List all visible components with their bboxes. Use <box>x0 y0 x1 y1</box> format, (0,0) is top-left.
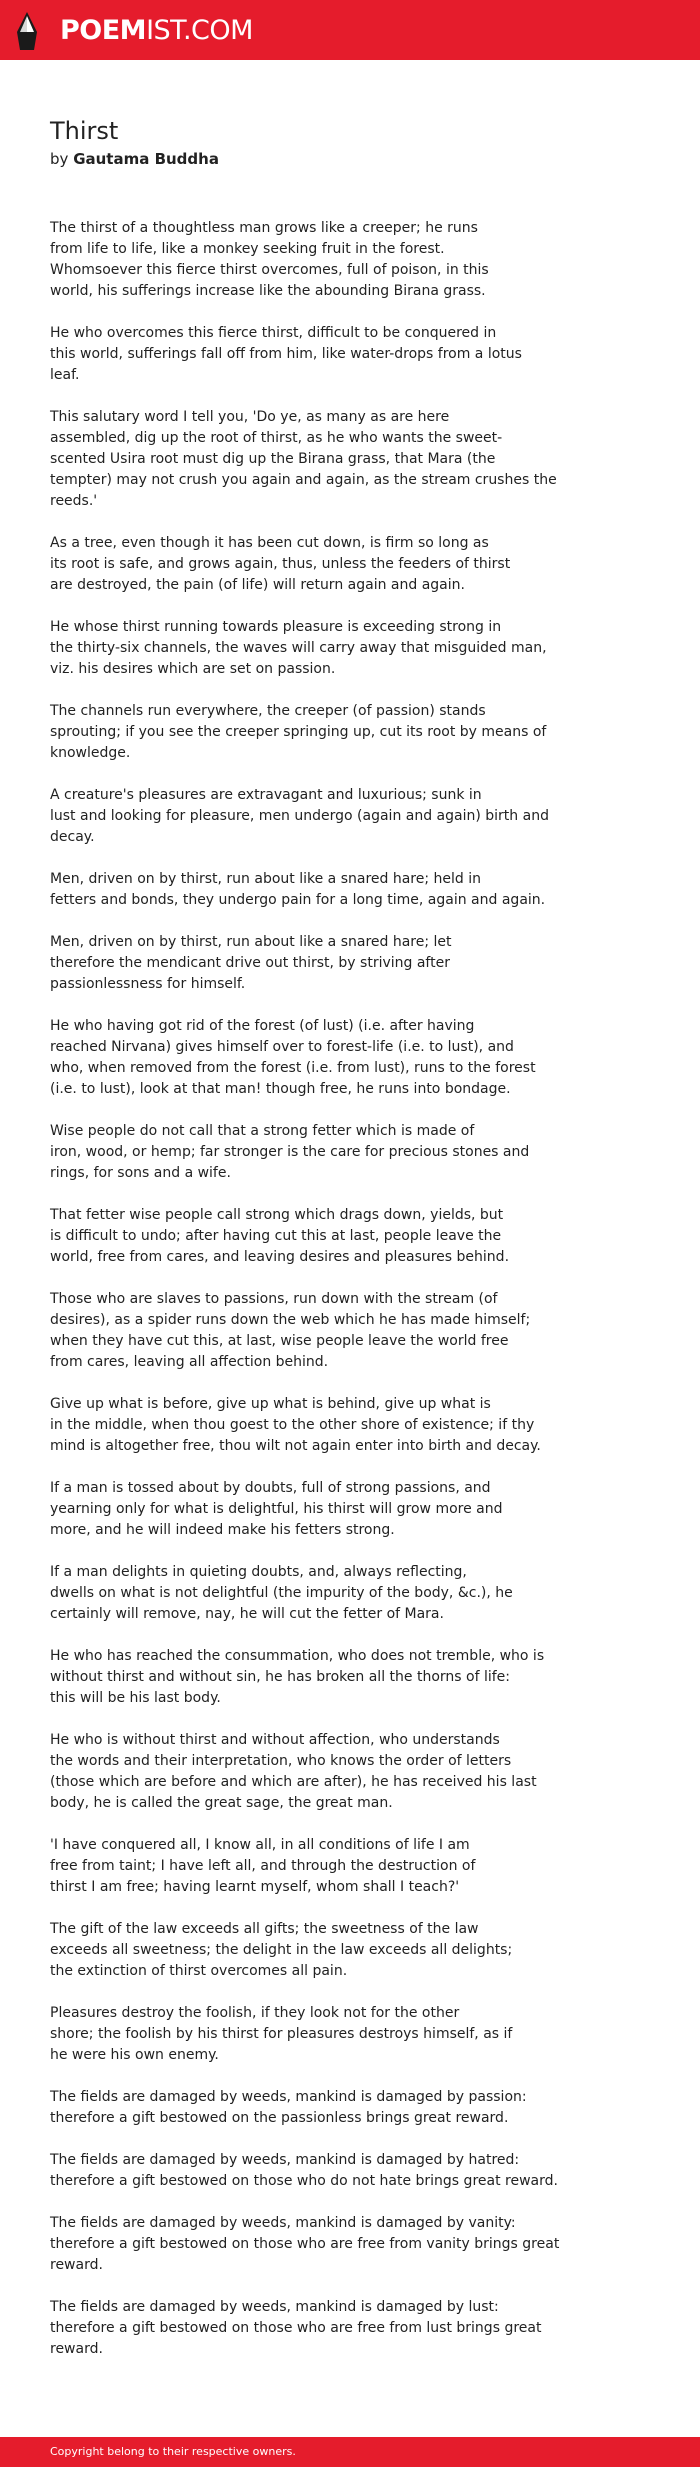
poem-line: A creature's pleasures are extravagant and luxurious; sunk in <box>50 787 482 803</box>
poem-stanza <box>50 932 650 995</box>
poem-line: The fields are damaged by weeds, mankind is damaged by passion: <box>50 2089 527 2105</box>
poem-line: sprouting; if you see the creeper springing up, cut its root by means of <box>50 724 547 740</box>
poem-line: If a man is tossed about by doubts, full of strong passions, and <box>50 1480 491 1496</box>
poem-line: who, when removed from the forest (i.e. from lust), runs to the forest <box>50 1060 536 1076</box>
poem-stanza <box>50 407 650 512</box>
poem-line: The fields are damaged by weeds, mankind is damaged by hatred: <box>50 2152 520 2168</box>
poem-line: He who having got rid of the forest (of lust) (i.e. after having <box>50 1018 475 1034</box>
poem-stanza <box>50 533 650 596</box>
poem-stanza <box>50 785 650 848</box>
poem-line: Whomsoever this fierce thirst overcomes, full of poison, in this <box>50 262 489 278</box>
poem-line: yearning only for what is delightful, his thirst will grow more and <box>50 1501 503 1517</box>
poem-line: knowledge. <box>50 745 131 761</box>
poem-stanza <box>50 1121 650 1184</box>
logo-light-text: IST.COM <box>146 15 253 46</box>
poem-line: (those which are before and which are after), he has received his last <box>50 1774 537 1790</box>
poem-line: without thirst and without sin, he has broken all the thorns of life: <box>50 1669 510 1685</box>
poem-line: tempter) may not crush you again and again, as the stream crushes the <box>50 472 557 488</box>
poem-stanza <box>50 1562 650 1625</box>
poem-line: from cares, leaving all affection behind. <box>50 1354 329 1370</box>
poem-stanza <box>50 1289 650 1373</box>
poem-line: Give up what is before, give up what is behind, give up what is <box>50 1396 491 1412</box>
poem-line: its root is safe, and grows again, thus, unless the feeders of thirst <box>50 556 511 572</box>
poem-line: exceeds all sweetness; the delight in the law exceeds all delights; <box>50 1942 513 1958</box>
poem-line: rings, for sons and a wife. <box>50 1165 231 1181</box>
poem-stanza <box>50 701 650 764</box>
poem-stanza <box>50 2150 650 2192</box>
poem-stanza <box>50 1919 650 1982</box>
poem-line: from life to life, like a monkey seeking fruit in the forest. <box>50 241 445 257</box>
poem-line: therefore a gift bestowed on those who are free from vanity brings great <box>50 2236 560 2252</box>
poem-line: lust and looking for pleasure, men undergo (again and again) birth and <box>50 808 549 824</box>
poem-line: reeds.' <box>50 493 98 509</box>
poem-line: The gift of the law exceeds all gifts; the sweetness of the law <box>50 1921 479 1937</box>
poem-line: dwells on what is not delightful (the impurity of the body, &c.), he <box>50 1585 513 1601</box>
poem-line: is difficult to undo; after having cut this at last, people leave the <box>50 1228 502 1244</box>
poem-line: He who is without thirst and without affection, who understands <box>50 1732 500 1748</box>
author-name[interactable]: Gautama Buddha <box>73 150 219 168</box>
poem-line: certainly will remove, nay, he will cut the fetter of Mara. <box>50 1606 444 1622</box>
poem-line: If a man delights in quieting doubts, and, always reflecting, <box>50 1564 467 1580</box>
poem-stanza <box>50 2213 650 2276</box>
poem-line: assembled, dig up the root of thirst, as he who wants the sweet- <box>50 430 503 446</box>
poem-line: Pleasures destroy the foolish, if they look not for the other <box>50 2005 460 2021</box>
poem-stanza <box>50 218 650 302</box>
poem-line: reward. <box>50 2257 103 2273</box>
poem-line: shore; the foolish by his thirst for pleasures destroys himself, as if <box>50 2026 513 2042</box>
poem-line: in the middle, when thou goest to the other shore of existence; if thy <box>50 1417 535 1433</box>
poem-line: leaf. <box>50 367 80 383</box>
logo-bold-text: POEM <box>60 15 147 46</box>
poem-line: Wise people do not call that a strong fetter which is made of <box>50 1123 475 1139</box>
copyright-notice: Copyright belong to their respective owners. <box>50 2445 296 2458</box>
poem-line: when they have cut this, at last, wise people leave the world free <box>50 1333 509 1349</box>
poem-line: reward. <box>50 2341 103 2357</box>
poem-line: decay. <box>50 829 95 845</box>
poem-line: this world, sufferings fall off from him, like water-drops from a lotus <box>50 346 522 362</box>
by-label: by <box>50 150 69 168</box>
poem-line: therefore a gift bestowed on those who do not hate brings great reward. <box>50 2173 558 2189</box>
poem-line: scented Usira root must dig up the Birana grass, that Mara (the <box>50 451 496 467</box>
poem-stanza <box>50 617 650 680</box>
poem-line: The fields are damaged by weeds, mankind is damaged by lust: <box>50 2299 499 2315</box>
site-logo[interactable] <box>60 14 253 47</box>
poem-line: the words and their interpretation, who knows the order of letters <box>50 1753 512 1769</box>
poem-line: he were his own enemy. <box>50 2047 219 2063</box>
poem-line: therefore the mendicant drive out thirst, by striving after <box>50 955 450 971</box>
poem-line: passionlessness for himself. <box>50 976 246 992</box>
poem-line: body, he is called the great sage, the great man. <box>50 1795 393 1811</box>
poem-stanza <box>50 869 650 911</box>
poem-stanza <box>50 1730 650 1814</box>
poem-line: therefore a gift bestowed on those who are free from lust brings great <box>50 2320 542 2336</box>
poem-line: the thirty-six channels, the waves will carry away that misguided man, <box>50 640 547 656</box>
poem-line: reached Nirvana) gives himself over to forest-life (i.e. to lust), and <box>50 1039 514 1055</box>
poem-line: Those who are slaves to passions, run down with the stream (of <box>50 1291 498 1307</box>
poem-line: As a tree, even though it has been cut down, is firm so long as <box>50 535 489 551</box>
poem-line: mind is altogether free, thou wilt not again enter into birth and decay. <box>50 1438 541 1454</box>
poem-body <box>50 218 650 2381</box>
poem-line: Men, driven on by thirst, run about like a snared hare; let <box>50 934 452 950</box>
poem-line: That fetter wise people call strong which drags down, yields, but <box>50 1207 504 1223</box>
poem-title: Thirst <box>50 117 119 145</box>
poem-stanza <box>50 2087 650 2129</box>
poem-byline <box>50 149 219 169</box>
poem-stanza <box>50 2297 650 2360</box>
poem-line: He whose thirst running towards pleasure is exceeding strong in <box>50 619 502 635</box>
site-footer <box>0 2437 700 2467</box>
poem-line: The thirst of a thoughtless man grows like a creeper; he runs <box>50 220 478 236</box>
poem-line: world, his sufferings increase like the abounding Birana grass. <box>50 283 486 299</box>
poem-stanza <box>50 1646 650 1709</box>
poem-line: He who overcomes this fierce thirst, difficult to be conquered in <box>50 325 497 341</box>
poem-stanza <box>50 2003 650 2066</box>
poem-line: are destroyed, the pain (of life) will return again and again. <box>50 577 465 593</box>
poem-line: (i.e. to lust), look at that man! though free, he runs into bondage. <box>50 1081 511 1097</box>
pen-nib-icon[interactable] <box>17 12 37 50</box>
poem-line: more, and he will indeed make his fetters strong. <box>50 1522 395 1538</box>
poem-stanza <box>50 323 650 386</box>
poem-line: fetters and bonds, they undergo pain for a long time, again and again. <box>50 892 546 908</box>
poem-stanza <box>50 1205 650 1268</box>
poem-line: the extinction of thirst overcomes all pain. <box>50 1963 348 1979</box>
poem-line: The channels run everywhere, the creeper (of passion) stands <box>50 703 486 719</box>
poem-line: free from taint; I have left all, and through the destruction of <box>50 1858 476 1874</box>
poem-stanza <box>50 1835 650 1898</box>
poem-line: viz. his desires which are set on passion. <box>50 661 336 677</box>
poem-line: This salutary word I tell you, 'Do ye, as many as are here <box>50 409 450 425</box>
poem-line: desires), as a spider runs down the web which he has made himself; <box>50 1312 531 1328</box>
poem-stanza <box>50 1394 650 1457</box>
site-header <box>0 0 700 60</box>
poem-stanza <box>50 1016 650 1100</box>
poem-line: world, free from cares, and leaving desires and pleasures behind. <box>50 1249 510 1265</box>
poem-line: The fields are damaged by weeds, mankind is damaged by vanity: <box>50 2215 516 2231</box>
poem-line: thirst I am free; having learnt myself, whom shall I teach?' <box>50 1879 460 1895</box>
poem-line: He who has reached the consummation, who does not tremble, who is <box>50 1648 545 1664</box>
poem-line: therefore a gift bestowed on the passionless brings great reward. <box>50 2110 509 2126</box>
poem-line: this will be his last body. <box>50 1690 221 1706</box>
poem-stanza <box>50 1478 650 1541</box>
poem-line: iron, wood, or hemp; far stronger is the care for precious stones and <box>50 1144 530 1160</box>
poem-line: 'I have conquered all, I know all, in all conditions of life I am <box>50 1837 470 1853</box>
poem-line: Men, driven on by thirst, run about like a snared hare; held in <box>50 871 481 887</box>
